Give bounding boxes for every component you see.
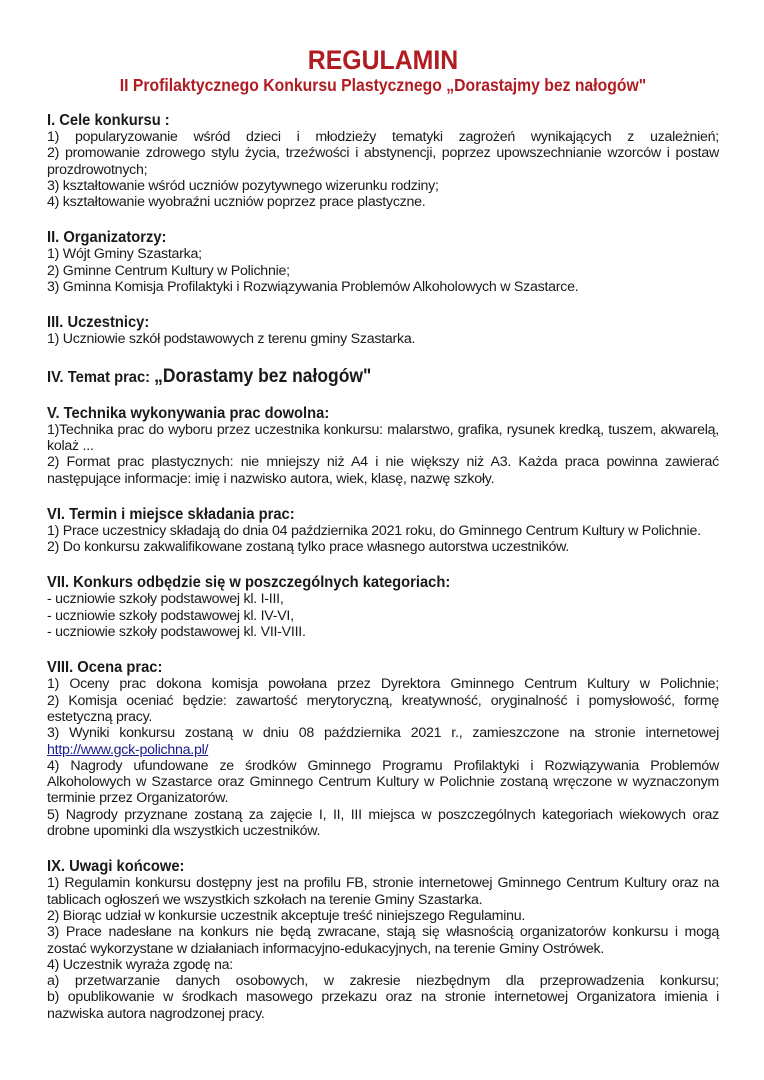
list-item: 2) promowanie zdrowego stylu życia, trzeźwości i abstynencji, poprzez upowszechnianie wzorców i postaw prozdrowotnych;	[47, 145, 719, 178]
list-item: 1) Wójt Gminy Szastarka;	[47, 246, 202, 263]
theme-label: IV. Temat prac:	[47, 368, 155, 386]
document-subtitle: II Profilaktycznego Konkursu Plastycznego „Dorastajmy bez nałogów"	[119, 75, 647, 95]
section-participants	[47, 314, 719, 347]
section-heading: VII. Konkurs odbędzie się w poszczególnych kategoriach:	[47, 574, 451, 592]
list-item: 4) kształtowanie wyobraźni uczniów poprzez prace plastyczne.	[47, 194, 426, 211]
list-item: 2) Do konkursu zakwalifikowane zostaną tylko prace własnego autorstwa uczestników.	[47, 539, 570, 556]
section-heading: III. Uczestnicy:	[47, 314, 150, 332]
theme-title: „Dorastamy bez nałogów"	[154, 365, 372, 387]
section-evaluation	[47, 659, 719, 839]
list-item: 5) Nagrody przyznane zostaną za zajęcie I, II, III miejsca w poszczególnych kategoriach wiekowych oraz drobne upominki dla wszystkich uczestników.	[47, 806, 719, 840]
section-heading: V. Technika wykonywania prac dowolna:	[47, 404, 330, 422]
list-item: 4) Nagrody ufundowane ze środków Gminnego Programu Profilaktyki i Rozwiązywania Problemów Alkoholowych w Szastarce oraz Gminnego Centrum Kultury w Polichnie zostaną wręczone w wyznaczonym terminie przez Organizatorów.	[47, 757, 719, 807]
list-item: 3) kształtowanie wśród uczniów pozytywnego wizerunku rodziny;	[47, 177, 439, 194]
section-heading: VI. Termin i miejsce składania prac:	[47, 505, 295, 523]
list-item: 1)Technika prac do wyboru przez uczestnika konkursu: malarstwo, grafika, rysunek kredką, tuszem, akwarelą, kolaż ...	[47, 421, 719, 454]
list-item: - uczniowie szkoły podstawowej kl. I-III,	[47, 591, 284, 608]
list-item: - uczniowie szkoły podstawowej kl. IV-VI,	[47, 607, 294, 624]
list-item: 3) Wyniki konkursu zostaną w dniu 08 października 2021 r., zamieszczone na stronie internetowej	[47, 725, 719, 742]
results-link-line	[47, 742, 719, 758]
list-item: 2) Gminne Centrum Kultury w Polichnie;	[47, 262, 290, 279]
list-item: 1) Uczniowie szkół podstawowych z terenu gminy Szastarka.	[47, 331, 416, 348]
section-heading: II. Organizatorzy:	[47, 229, 167, 247]
section-heading: I. Cele konkursu :	[47, 112, 170, 129]
section-final-remarks	[47, 858, 719, 1022]
document-page	[47, 45, 719, 1022]
list-item: 2) Format prac plastycznych: nie mniejszy niż A4 i nie większy niż A3. Każda praca powinna zawierać następujące informacje: imię i nazwisko autora, wiek, klasę, nazwę szkoły.	[47, 454, 719, 487]
list-item: 4) Uczestnik wyraża zgodę na:	[47, 956, 233, 973]
list-item: 1) Oceny prac dokona komisja powołana przez Dyrektora Gminnego Centrum Kultury w Polichnie;	[47, 676, 719, 693]
results-website-link[interactable]: http://www.gck-polichna.pl/	[47, 741, 209, 758]
section-technique	[47, 405, 719, 487]
section-heading: IX. Uwagi końcowe:	[47, 858, 185, 876]
list-item: 3) Gminna Komisja Profilaktyki i Rozwiązywania Problemów Alkoholowych w Szastarce.	[47, 279, 579, 296]
list-item: 1) Prace uczestnicy składają do dnia 04 października 2021 roku, do Gminnego Centrum Kultury w Polichnie.	[47, 522, 701, 539]
section-organizers	[47, 229, 719, 295]
section-heading: VIII. Ocena prac:	[47, 659, 163, 677]
section-categories	[47, 574, 719, 640]
list-item: a) przetwarzanie danych osobowych, w zakresie niezbędnym dla przeprowadzenia konkursu;	[47, 973, 719, 990]
list-item: 2) Biorąc udział w konkursie uczestnik akceptuje treść niniejszego Regulaminu.	[47, 907, 526, 924]
list-item: - uczniowie szkoły podstawowej kl. VII-VIII.	[47, 624, 306, 641]
section-goals	[47, 112, 719, 210]
section-heading	[47, 365, 665, 387]
list-item: 1) Regulamin konkursu dostępny jest na profilu FB, stronie internetowej Gminnego Centrum Kultury oraz na tablicach ogłoszeń we wszystkich szkołach na terenie Gminy Szastarka.	[47, 875, 719, 908]
list-item: 3) Prace nadesłane na konkurs nie będą zwracane, stają się własnością organizatorów konkursu i mogą zostać wykorzystane w działaniach informacyjno-edukacyjnych, na terenie Gminy Ostrówek.	[47, 924, 719, 957]
list-item: 1) popularyzowanie wśród dzieci i młodzieży tematyki zagrożeń wynikających z uzależnień;	[47, 129, 719, 145]
list-item: b) opublikowanie w środkach masowego przekazu oraz na stronie internetowej Organizatora imienia i nazwiska autora nagrodzonej pracy.	[47, 989, 719, 1022]
section-deadline	[47, 506, 719, 556]
section-theme	[47, 365, 719, 387]
list-item: 2) Komisja oceniać będzie: zawartość merytoryczną, kreatywność, oryginalność i pomysłowość, formę estetyczną pracy.	[47, 692, 719, 725]
document-title: REGULAMIN	[307, 45, 459, 75]
